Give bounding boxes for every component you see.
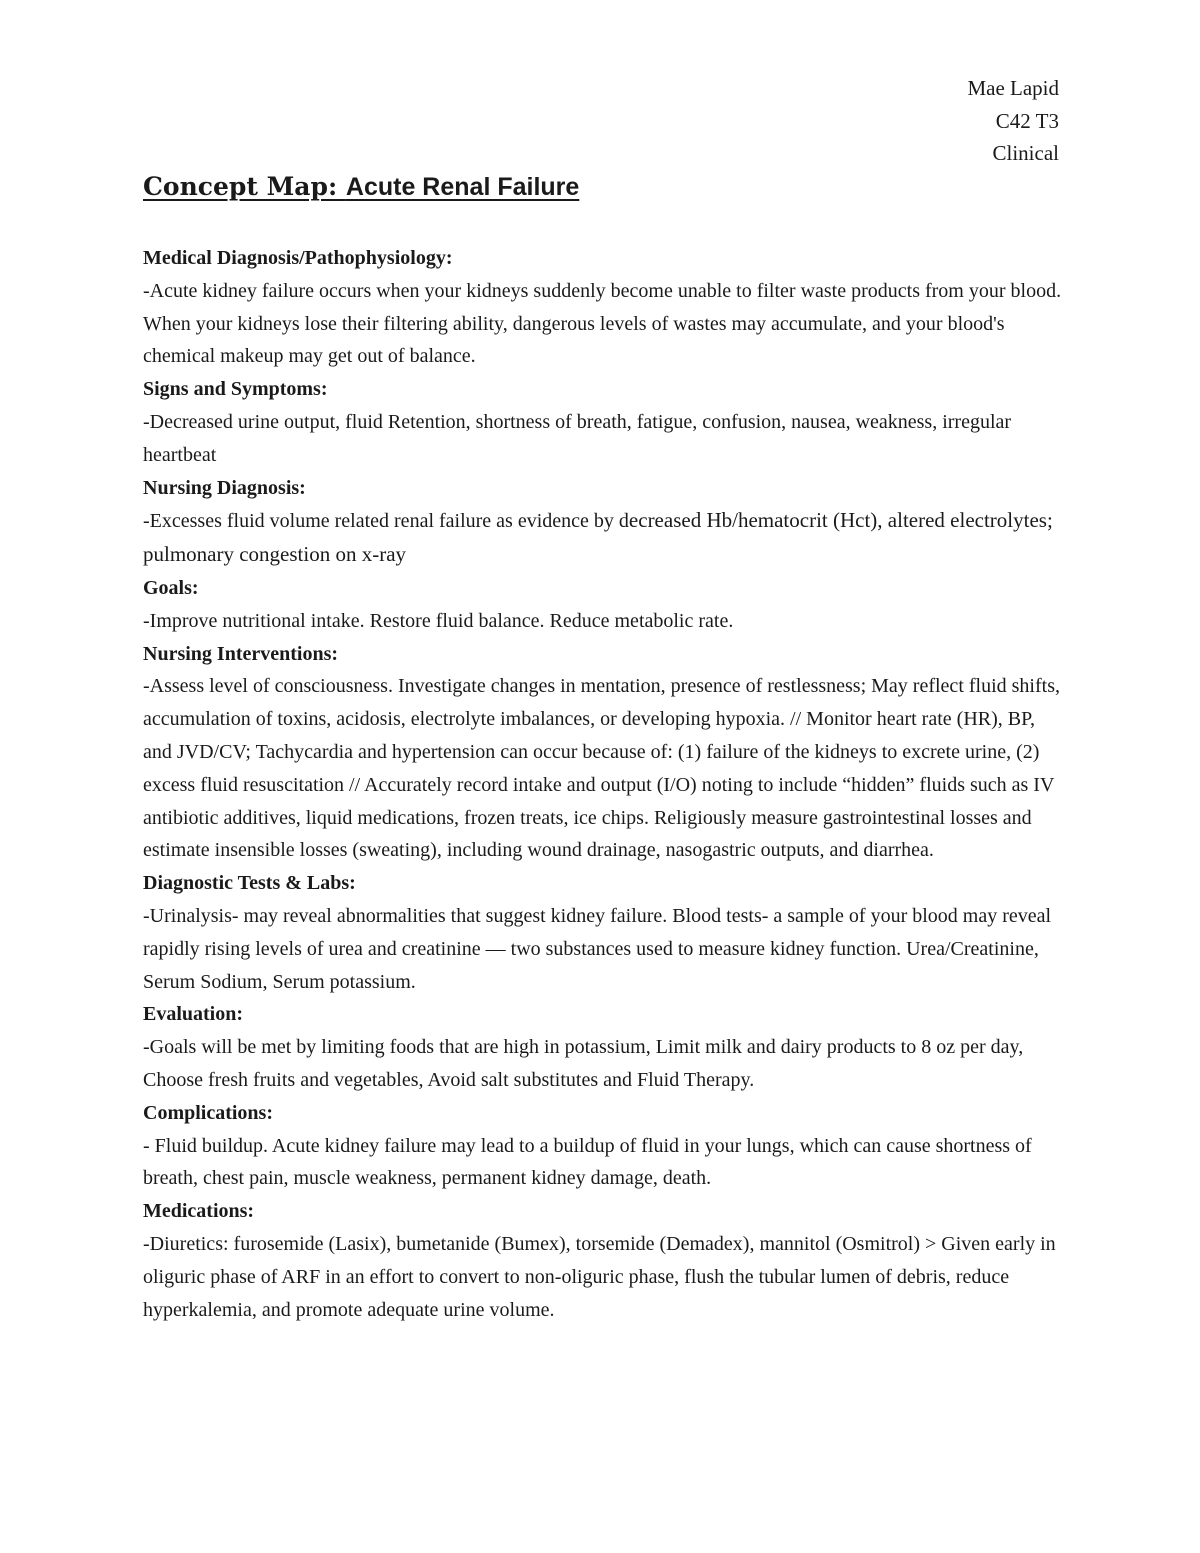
section-body-pathophysiology: -Acute kidney failure occurs when your kidneys suddenly become unable to filter waste products from your blood. When your kidneys lose their filtering ability, dangerous levels of wastes may accumulate, and your blood's chemical makeup may get out of balance.	[143, 279, 1062, 368]
section-heading-nursing-diagnosis: Nursing Diagnosis:	[143, 476, 306, 499]
section-body-signs: -Decreased urine output, fluid Retention, shortness of breath, fatigue, confusion, nausea, weakness, irregular heartbeat	[143, 410, 1012, 466]
author-header	[967, 72, 1059, 170]
section-body-evaluation: -Goals will be met by limiting foods that are high in potassium, Limit milk and dairy products to 8 oz per day, Choose fresh fruits and vegetables, Avoid salt substitutes and Fluid Therapy.	[143, 1036, 1024, 1091]
section-heading-pathophysiology: Medical Diagnosis/Pathophysiology:	[143, 247, 453, 269]
title-topic: Acute Renal Failure	[345, 173, 580, 201]
section-heading-complications: Complications:	[143, 1101, 273, 1124]
section-heading-diagnostics: Diagnostic Tests & Labs:	[143, 872, 356, 895]
section-body-diagnostics: -Urinalysis- may reveal abnormalities that suggest kidney failure. Blood tests- a sample of your blood may reveal rapidly rising levels of urea and creatinine — two substances used to measure kidney function. Urea/Creatinine, Serum Sodium, Serum potassium.	[143, 904, 1052, 993]
group-label: C42 T3	[995, 108, 1059, 133]
section-body-nursing-diagnosis	[143, 504, 1063, 572]
nursing-diagnosis-text-b: ecreased Hb/hematocrit (Hct), altered electrolytes; pulmonary congestion on x-ray	[143, 508, 1053, 567]
section-heading-interventions: Nursing Interventions:	[143, 642, 339, 665]
section-body-interventions: -Assess level of consciousness. Investigate changes in mentation, presence of restlessness; May reflect fluid shifts, accumulation of toxins, acidosis, electrolyte imbalances, or developing hypoxia. // Monitor heart rate (HR), BP, and JVD/CV; Tachycardia and hypertension can occur because of: (1) failure of the kidneys to excrete urine, (2) excess fluid resuscitation // Accurately record intake and output (I/O) noting to include “hidden” fluids such as IV antibiotic additives, liquid medications, frozen treats, ice chips. Religiously measure gastrointestinal losses and estimate insensible losses (sweating), including wound drainage, nasogastric outputs, and diarrhea.	[143, 675, 1060, 862]
document-body	[143, 242, 1063, 1326]
author-name: Mae Lapid	[967, 76, 1059, 100]
section-body-goals: -Improve nutritional intake. Restore fluid balance. Reduce metabolic rate.	[143, 609, 734, 632]
page-title	[143, 170, 579, 204]
course-label: Clinical	[992, 141, 1059, 165]
section-heading-medications: Medications:	[143, 1200, 255, 1223]
section-heading-signs: Signs and Symptoms:	[143, 378, 328, 401]
section-heading-evaluation: Evaluation:	[143, 1003, 244, 1026]
nursing-diagnosis-text-a: -Excesses fluid volume related renal failure as evidence by d	[143, 510, 629, 533]
section-body-medications: -Diuretics: furosemide (Lasix), bumetanide (Bumex), torsemide (Demadex), mannitol (Osmitrol) > Given early in oliguric phase of ARF in an effort to convert to non-oliguric phase, flush the tubular lumen of debris, reduce hyperkalemia, and promote adequate urine volume.	[143, 1232, 1056, 1321]
title-prefix: Concept Map:	[143, 172, 346, 201]
section-body-complications: - Fluid buildup. Acute kidney failure may lead to a buildup of fluid in your lungs, which can cause shortness of breath, chest pain, muscle weakness, permanent kidney damage, death.	[143, 1134, 1032, 1190]
section-heading-goals: Goals:	[143, 576, 199, 599]
